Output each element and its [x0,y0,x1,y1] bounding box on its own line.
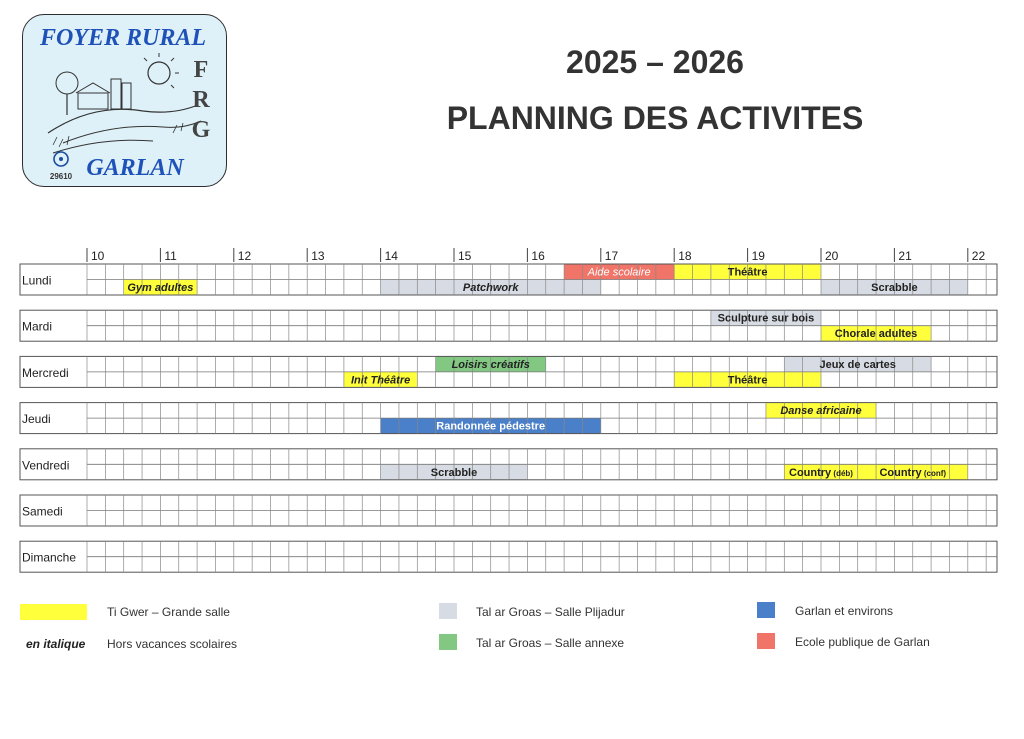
day-label: Samedi [22,504,63,519]
activity-label: Country (déb) [789,466,853,479]
logo-letter-g: G [191,117,211,143]
hour-label: 16 [531,249,545,263]
hour-label: 22 [971,249,986,263]
activity-label: Sculpture sur bois [717,312,815,325]
legend-swatch-green [439,634,457,650]
legend-label-hors-vacances: Hors vacances scolaires [107,637,238,651]
legend-label-grande-salle: Ti Gwer – Grande salle [107,605,230,619]
season-year: 2025 – 2026 [566,44,744,80]
legend-label-plijadur: Tal ar Groas – Salle Plijadur [476,605,625,619]
activity-label: Country (conf) [879,466,947,479]
legend-label-annexe: Tal ar Groas – Salle annexe [476,636,625,650]
logo-letter-r: R [192,87,210,113]
hour-label: 12 [237,249,252,263]
activity-label: Randonnée pédestre [436,420,546,433]
logo-town: GARLAN [86,155,184,181]
day-label: Jeudi [22,412,51,427]
legend-label-garlan: Garlan et environs [795,604,894,618]
legend-label-ecole: Ecole publique de Garlan [795,635,930,649]
activity-label: Théâtre [727,374,768,387]
logo-letter-f: F [193,57,209,83]
hour-label: 20 [825,249,839,263]
activity-label: Loisirs créatifs [451,358,530,371]
logo-postcode: 29610 [49,172,73,181]
hour-label: 14 [384,249,398,263]
legend-swatch-red [757,633,775,649]
legend-swatch-grey [439,603,457,619]
activity-label: Patchwork [462,282,519,294]
day-label: Mardi [22,319,53,334]
hour-label: 18 [678,249,692,263]
day-label: Lundi [22,273,52,288]
day-label: Mercredi [22,365,69,380]
activity-label: Scrabble [871,282,918,294]
hour-label: 11 [164,249,177,263]
day-label: Dimanche [22,550,77,565]
activity-label: Jeux de cartes [819,358,896,371]
day-label: Vendredi [22,458,70,473]
activity-label: Scrabble [430,466,478,479]
activity-label: Init Théâtre [350,374,411,387]
hour-label: 15 [458,249,472,263]
page-title: PLANNING DES ACTIVITES [446,100,864,136]
activity-label: Gym adultes [127,282,194,294]
activity-label: Chorale adultes [834,328,918,341]
hour-label: 19 [751,249,765,263]
hour-label: 13 [311,249,325,263]
legend-swatch-yellow [20,604,87,620]
logo-title: FOYER RURAL [39,25,207,51]
hour-label: 21 [898,249,912,263]
activity-label: Aide scolaire [587,266,651,279]
legend-italic-sample: en italique [26,637,86,651]
activity-label: Théâtre [727,266,768,279]
hour-label: 10 [91,249,105,263]
hour-label: 17 [604,249,619,263]
activity-label: Danse africaine [780,405,862,418]
legend-swatch-blue [757,602,775,618]
